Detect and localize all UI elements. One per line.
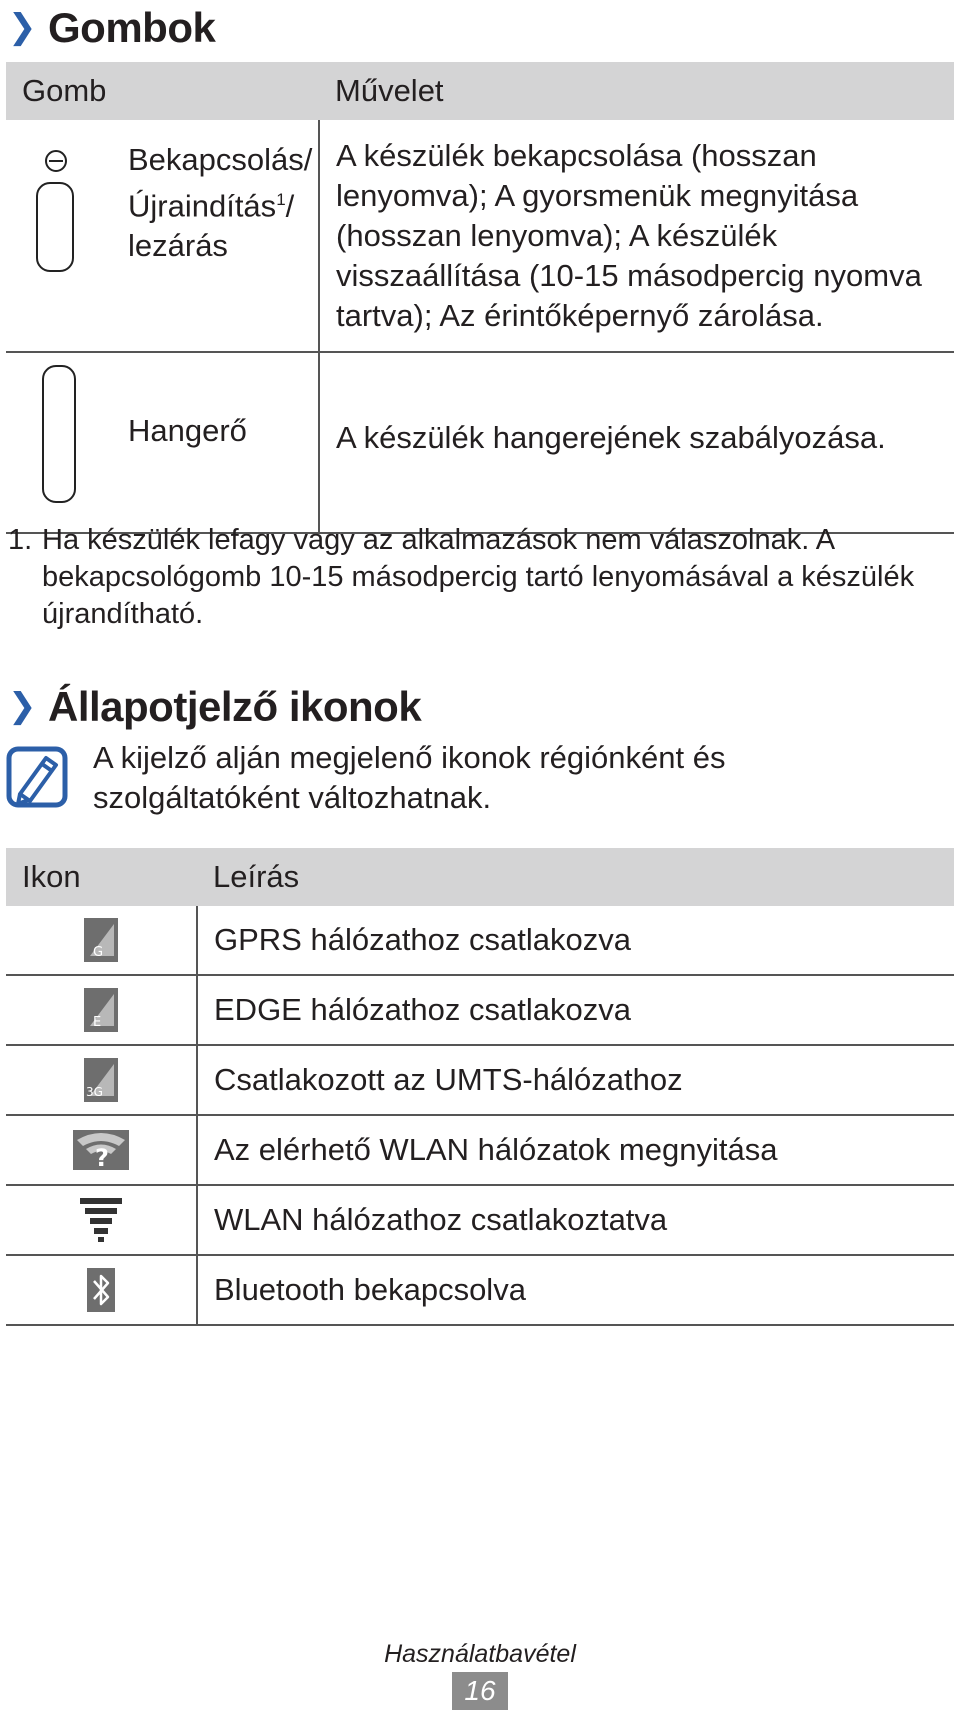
wlan-available-icon <box>73 1130 129 1170</box>
action-cell: A készülék bekapcsolása (hosszan lenyomva); A gyorsmenük megnyitása (hosszan lenyomva); A készülék visszaállítása (10-15 másodpercig nyomva tartva); Az érintőképernyő zárolása. <box>319 120 954 352</box>
3g-signal-icon <box>84 1058 118 1102</box>
memo-text: A kijelző alján megjelenő ikonok régiónként és szolgáltatóként változhatnak. <box>93 740 726 815</box>
svg-text:E: E <box>93 1015 102 1030</box>
icon-description: EDGE hálózathoz csatlakozva <box>197 975 954 1045</box>
bluetooth-icon <box>87 1268 115 1312</box>
edge-signal-icon <box>84 988 118 1032</box>
table-row <box>6 1115 954 1185</box>
button-label: Hangerő <box>128 413 247 448</box>
table-row <box>6 1185 954 1255</box>
footer-section-label: Használatbavétel <box>384 1640 576 1668</box>
status-icons-table <box>6 848 954 1326</box>
gprs-signal-icon <box>84 918 118 962</box>
button-cell <box>6 352 319 533</box>
power-symbol-icon <box>45 150 67 172</box>
table-row <box>6 352 954 533</box>
svg-text:3G: 3G <box>86 1085 103 1099</box>
table-header-row <box>6 848 954 906</box>
page-number: 16 <box>452 1672 508 1710</box>
wlan-connected-icon <box>80 1198 122 1242</box>
icon-description: Az elérhető WLAN hálózatok megnyitása <box>197 1115 954 1185</box>
column-header-ikon: Ikon <box>6 848 197 906</box>
section-title-text: Gombok <box>48 4 216 51</box>
svg-text:?: ? <box>95 1144 109 1170</box>
chevron-right-icon: ❯ <box>8 8 36 46</box>
section-title-text: Állapotjelző ikonok <box>48 683 422 730</box>
section-title-gombok <box>8 4 215 52</box>
action-cell: A készülék hangerejének szabályozása. <box>319 352 954 533</box>
table-row <box>6 1255 954 1325</box>
footnote <box>8 522 938 633</box>
volume-button-icon <box>42 365 76 503</box>
icon-description: GPRS hálózathoz csatlakozva <box>197 906 954 975</box>
chevron-right-icon: ❯ <box>8 687 36 725</box>
table-header-row <box>6 62 954 120</box>
button-cell <box>6 120 319 352</box>
button-label: Bekapcsolás/ Újraindítás$^1$/ lezárás <box>128 142 313 264</box>
svg-text:G: G <box>93 945 104 960</box>
footnote-text: Ha készülék lefagy vagy az alkalmazások nem válaszolnak. A bekapcsológomb 10-15 másodpercig tartó lenyomásával a készülék újrandítható. <box>42 524 915 630</box>
icon-description: WLAN hálózathoz csatlakoztatva <box>197 1185 954 1255</box>
column-header-leiras: Leírás <box>197 848 954 906</box>
table-row <box>6 1045 954 1115</box>
section-title-allapotjelzo <box>8 683 421 731</box>
icon-description: Bluetooth bekapcsolva <box>197 1255 954 1325</box>
table-row <box>6 120 954 352</box>
footnote-number: 1. <box>8 524 33 556</box>
table-row <box>6 975 954 1045</box>
buttons-table <box>6 62 954 534</box>
icon-description: Csatlakozott az UMTS-hálózathoz <box>197 1045 954 1115</box>
memo-icon <box>6 746 68 808</box>
table-row <box>6 906 954 975</box>
column-header-muvelet: Művelet <box>319 62 954 120</box>
power-key-shape <box>36 182 74 272</box>
column-header-gomb: Gomb <box>6 62 319 120</box>
